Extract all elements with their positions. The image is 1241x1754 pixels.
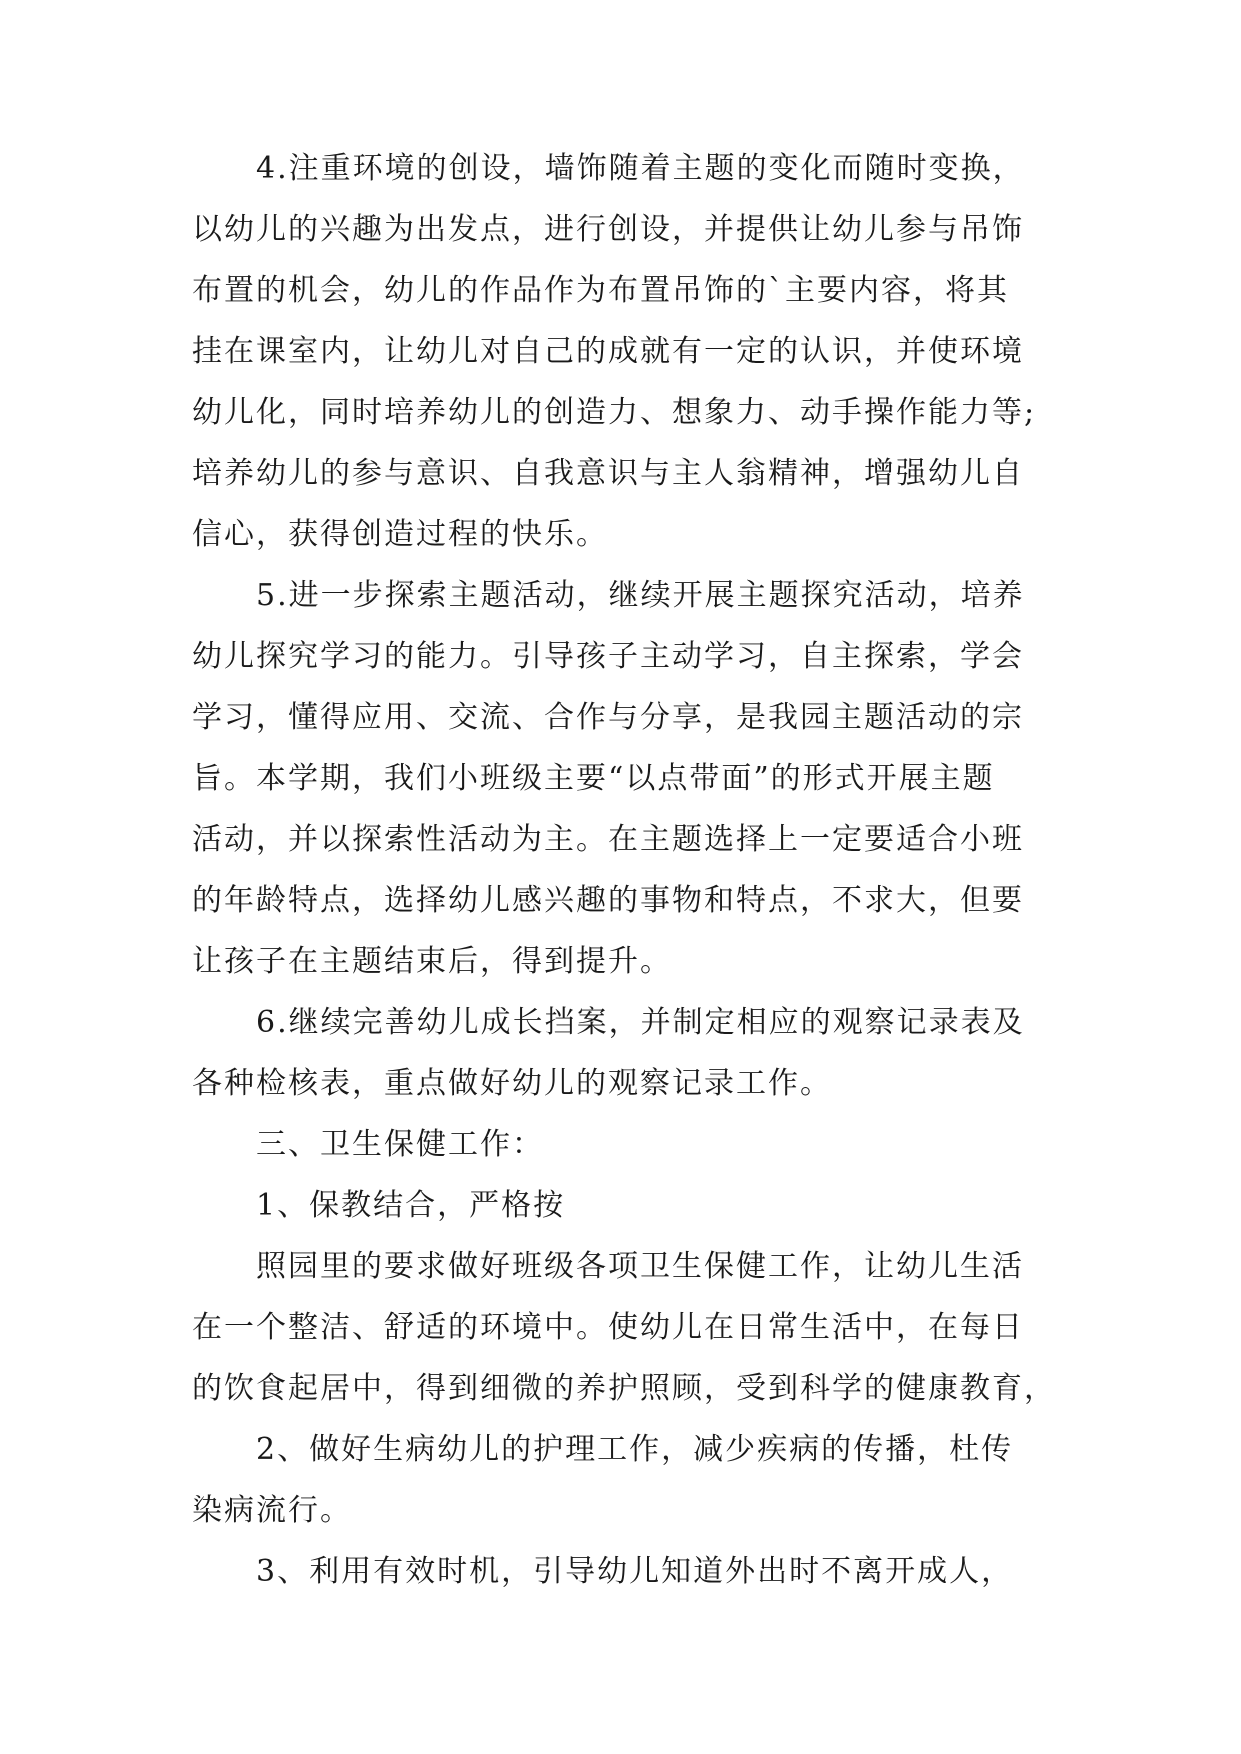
text-line: 的年龄特点，选择幼儿感兴趣的事物和特点，不求大，但要: [192, 883, 1024, 918]
text-line: 在一个整洁、舒适的环境中。使幼儿在日常生活中，在每日: [192, 1310, 1024, 1345]
text-line: 布置的机会，幼儿的作品作为布置吊饰的`主要内容，将其: [192, 273, 1009, 308]
text-line: 以幼儿的兴趣为出发点，进行创设，并提供让幼儿参与吊饰: [192, 212, 1024, 247]
text-line: 挂在课室内，让幼儿对自己的成就有一定的认识，并使环境: [192, 334, 1024, 369]
text-line: 让孩子在主题结束后，得到提升。: [192, 944, 672, 979]
text-line: 培养幼儿的参与意识、自我意识与主人翁精神，增强幼儿自: [192, 456, 1024, 491]
text-line: 活动，并以探索性活动为主。在主题选择上一定要适合小班: [192, 822, 1024, 857]
text-line: 3、利用有效时机，引导幼儿知道外出时不离开成人，: [256, 1554, 1014, 1589]
text-line: 1、保教结合，严格按: [256, 1188, 566, 1223]
text-line: 的饮食起居中，得到细微的养护照顾，受到科学的健康教育，: [192, 1371, 1056, 1406]
text-line: 学习，懂得应用、交流、合作与分享，是我园主题活动的宗: [192, 700, 1024, 735]
text-line: 6.继续完善幼儿成长挡案，并制定相应的观察记录表及: [256, 1005, 1025, 1040]
text-line: 各种检核表，重点做好幼儿的观察记录工作。: [192, 1066, 832, 1101]
section-heading: 三、卫生保健工作：: [256, 1127, 544, 1162]
text-line: 信心，获得创造过程的快乐。: [192, 517, 608, 552]
text-line: 幼儿探究学习的能力。引导孩子主动学习，自主探索，学会: [192, 639, 1024, 674]
text-line: 2、做好生病幼儿的护理工作，减少疾病的传播，杜传: [256, 1432, 1014, 1467]
text-line: 照园里的要求做好班级各项卫生保健工作，让幼儿生活: [256, 1249, 1024, 1284]
text-line: 旨。本学期，我们小班级主要“以点带面”的形式开展主题: [192, 761, 995, 796]
text-line: 染病流行。: [192, 1493, 352, 1528]
text-line: 幼儿化，同时培养幼儿的创造力、想象力、动手操作能力等;: [192, 395, 1037, 430]
text-line: 5.进一步探索主题活动，继续开展主题探究活动，培养: [256, 578, 1025, 613]
text-line: 4.注重环境的创设，墙饰随着主题的变化而随时变换，: [256, 151, 1025, 186]
